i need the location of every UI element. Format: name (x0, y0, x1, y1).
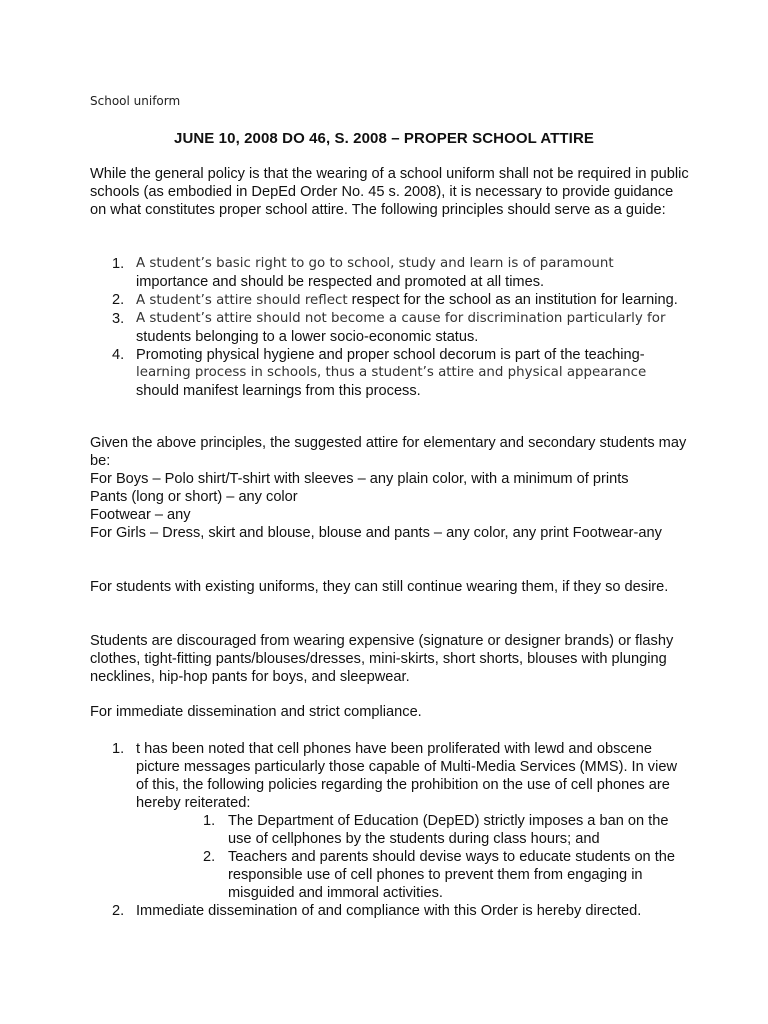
attire-footwear: Footwear – any (90, 507, 191, 523)
list-text: importance and should be respected and promoted at all times. (136, 274, 545, 290)
list-number: 1. (203, 813, 216, 829)
list-item (90, 902, 690, 920)
sub-list-item (182, 848, 690, 902)
list-item (90, 740, 690, 902)
list-text-mid: learning process in schools, thus a student’s attire and physical appearance (136, 365, 647, 380)
list-text: respect for the school as an institution for learning. (347, 292, 678, 308)
list-number: 3. (112, 311, 125, 327)
sub-list (136, 812, 690, 902)
sub-list-item (182, 812, 690, 848)
attire-girls: For Girls – Dress, skirt and blouse, blouse and pants – any color, any print Footwear-any (90, 525, 662, 541)
principles-list (90, 255, 690, 400)
intro-paragraph (90, 165, 690, 219)
list-text: students belonging to a lower socio-economic status. (136, 329, 479, 345)
list-text: The Department of Education (DepED) strictly imposes a ban on the use of cellphones by the students during class hours; and (228, 813, 669, 847)
attire-pants: Pants (long or short) – any color (90, 489, 298, 505)
list-number: 1. (112, 256, 125, 272)
list-text: should manifest learnings from this process. (136, 383, 421, 399)
list-text-lead: Promoting physical hygiene and proper school decorum is part of the teaching- (136, 347, 645, 363)
list-text-lead: A student’s attire should not become a cause for discrimination particularly for (136, 311, 666, 326)
list-text-lead: A student’s attire should reflect (136, 293, 348, 308)
list-number: 1. (112, 741, 125, 757)
orders-list (90, 740, 690, 920)
list-number: 2. (112, 292, 125, 308)
document-label: School uniform (90, 94, 181, 108)
dissemination-paragraph (90, 703, 690, 721)
dissemination-text: For immediate dissemination and strict compliance. (90, 704, 422, 720)
list-item (90, 291, 690, 310)
list-item (90, 310, 690, 346)
attire-boys: For Boys – Polo shirt/T-shirt with sleeves – any plain color, with a minimum of prints (90, 471, 629, 487)
list-number: 2. (203, 849, 216, 865)
list-text: t has been noted that cell phones have been proliferated with lewd and obscene picture messages particularly those capable of Multi-Media Services (MMS). In view of this, the following policies regarding the prohibition on the use of cell phones are hereby reiterated: (136, 741, 677, 811)
attire-section (90, 434, 690, 542)
list-number: 2. (112, 903, 125, 919)
list-text: Teachers and parents should devise ways to educate students on the responsible use of cell phones to prevent them from engaging in misguided and immoral activities. (228, 849, 676, 901)
existing-uniforms-paragraph (90, 578, 690, 596)
list-number: 4. (112, 347, 125, 363)
attire-intro: Given the above principles, the suggested attire for elementary and secondary students may be: (90, 435, 687, 469)
page-title: JUNE 10, 2008 DO 46, S. 2008 – PROPER SCHOOL ATTIRE (174, 130, 594, 147)
existing-uniforms-text: For students with existing uniforms, they can still continue wearing them, if they so desire. (90, 579, 669, 595)
list-text-lead: A student’s basic right to go to school, study and learn is of paramount (136, 256, 614, 271)
list-item (90, 346, 690, 400)
list-text: Immediate dissemination of and compliance with this Order is hereby directed. (136, 903, 642, 919)
discouraged-text: Students are discouraged from wearing expensive (signature or designer brands) or flashy clothes, tight-fitting pants/blouses/dresses, mini-skirts, short shorts, blouses with plunging necklines, hip-hop pants for boys, and sleepwear. (90, 633, 674, 685)
discouraged-paragraph (90, 632, 690, 686)
list-item (90, 255, 690, 291)
intro-text: While the general policy is that the wearing of a school uniform shall not be required in public schools (as embodied in DepEd Order No. 45 s. 2008), it is necessary to provide guidance on what constitutes proper school attire. The following principles should serve as a guide: (90, 166, 689, 218)
